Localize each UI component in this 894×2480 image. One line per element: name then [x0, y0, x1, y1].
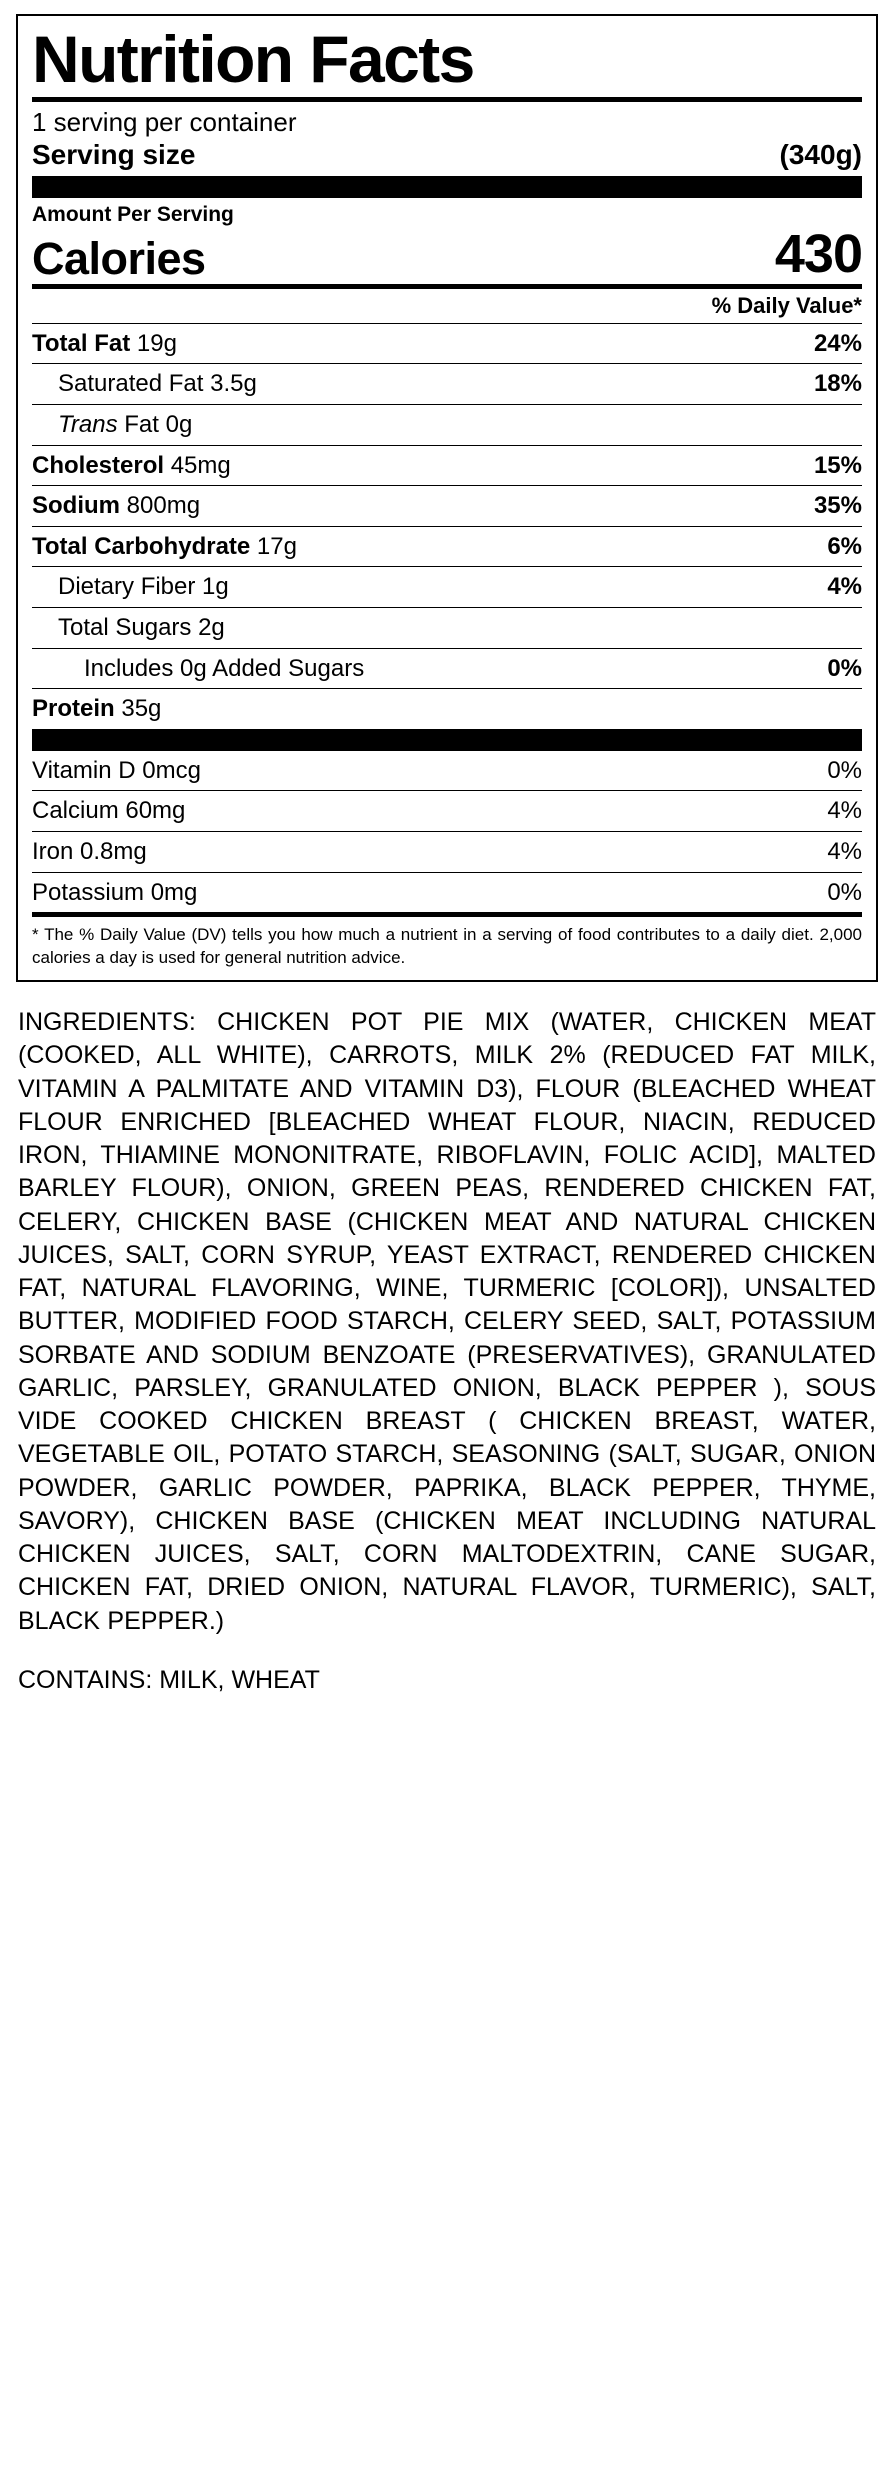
nutrient-pct: 4% — [827, 573, 862, 601]
nutrient-pct: 24% — [813, 329, 862, 357]
nutrient-name: Sodium — [32, 492, 120, 520]
nutrient-row-cholesterol — [32, 445, 862, 486]
nutrient-name: Total Sugars — [58, 613, 192, 641]
divider-vitamin-band — [32, 729, 862, 751]
nutrient-name: Total Fat — [32, 329, 131, 357]
page-title: Nutrition Facts — [32, 22, 474, 96]
nutrient-row-added-sugars — [32, 648, 862, 689]
nutrient-amount: 17g — [256, 532, 297, 560]
nutrient-name: Trans — [58, 411, 118, 438]
nutrient-name: Dietary Fiber — [58, 573, 196, 601]
vitamin-row-calcium — [32, 790, 862, 831]
nutrient-row-total-carbohydrate — [32, 526, 862, 567]
nutrient-amount: 1g — [202, 573, 229, 601]
vitamin-row-iron — [32, 831, 862, 872]
nutrient-pct: 15% — [813, 451, 862, 479]
vitamin-label: Potassium 0mg — [32, 878, 198, 906]
serving-size-row — [32, 139, 862, 176]
nutrition-facts-panel — [16, 14, 878, 982]
divider-thick-band — [32, 176, 862, 198]
vitamin-pct: 0% — [827, 878, 862, 906]
nutrient-row-protein — [32, 688, 862, 729]
nutrient-label-sodium — [32, 492, 814, 520]
serving-size-label: Serving size — [32, 138, 196, 170]
vitamin-row-potassium — [32, 872, 862, 913]
nutrient-name: Saturated Fat — [58, 370, 204, 398]
nutrient-pct: 35% — [813, 492, 862, 520]
nutrient-label-total-carbohydrate — [32, 533, 827, 561]
servings-per-container: 1 serving per container — [32, 107, 297, 138]
ingredients-text: INGREDIENTS: CHICKEN POT PIE MIX (WATER, CHICKEN MEAT (COOKED, ALL WHITE), CARROTS, MILK 2% (REDUCED FAT MILK, VITAMIN A PALMITATE AND VITAMIN D3), FLOUR (BLEACHED WHEAT FLOUR ENRICHED [BLEACHED WHEAT FLOUR, NIACIN, REDUCED IRON, THIAMINE MONONITRATE, RIBOFLAVIN, FOLIC ACID], MALTED BARLEY FLOUR), ONION, GREEN PEAS, RENDERED CHICKEN FAT, CELERY, CHICKEN BASE (CHICKEN MEAT AND NATURAL CHICKEN JUICES, SALT, CORN SYRUP, YEAST EXTRACT, RENDERED CHICKEN FAT, NATURAL FLAVORING, WINE, TURMERIC [COLOR]), UNSALTED BUTTER, MODIFIED FOOD STARCH, CELERY SEED, SALT, POTASSIUM SORBATE AND SODIUM BENZOATE (PRESERVATIVES), GRANULATED GARLIC, PARSLEY, GRANULATED ONION, BLACK PEPPER ), SOUS VIDE COOKED CHICKEN BREAST ( CHICKEN BREAST, WATER, VEGETABLE OIL, POTATO STARCH, SEASONING (SALT, SUGAR, ONION POWDER, GARLIC POWDER, PAPRIKA, BLACK PEPPER, THYME, SAVORY), CHICKEN BASE (CHICKEN MEAT INCLUDING NATURAL CHICKEN JUICES, SALT, CORN MALTODEXTRIN, CANE SUGAR, CHICKEN FAT, DRIED ONION, NATURAL FLAVOR, TURMERIC), SALT, BLACK PEPPER.) — [18, 1008, 876, 1635]
nutrient-label-saturated-fat — [32, 370, 814, 398]
daily-value-header: % Daily Value* — [711, 292, 862, 318]
nutrient-pct: 18% — [813, 370, 862, 398]
nutrient-amount: 3.5g — [210, 370, 257, 398]
nutrient-row-trans-fat — [32, 404, 862, 445]
nutrient-name: Cholesterol — [32, 451, 165, 479]
nutrient-row-total-sugars — [32, 607, 862, 648]
vitamin-pct: 0% — [827, 756, 862, 784]
vitamin-label: Iron 0.8mg — [32, 837, 147, 865]
nutrient-amount: 45mg — [170, 451, 231, 479]
nutrient-amount: 2g — [198, 613, 225, 641]
nutrient-row-dietary-fiber — [32, 566, 862, 607]
nutrient-label-dietary-fiber — [32, 573, 827, 601]
nutrient-amount: 800mg — [126, 492, 201, 520]
nutrient-pct: 6% — [827, 532, 862, 560]
nutrient-amount: 35g — [121, 695, 162, 723]
vitamin-label: Calcium 60mg — [32, 797, 186, 825]
vitamin-row-vitamin-d — [32, 751, 862, 791]
vitamin-pct: 4% — [827, 797, 862, 825]
nutrient-label-total-sugars — [32, 614, 862, 642]
nutrient-label-added-sugars: Includes 0g Added Sugars — [84, 654, 365, 682]
nutrient-name: Protein — [32, 695, 115, 723]
nutrient-label-protein — [32, 695, 862, 723]
vitamin-label: Vitamin D 0mcg — [32, 756, 201, 784]
nutrient-label-cholesterol — [32, 452, 814, 480]
daily-value-footnote: * The % Daily Value (DV) tells you how much a nutrient in a serving of food contributes to a daily diet. 2,000 calories a day is used for general nutrition advice. — [32, 912, 862, 970]
amount-per-serving-label: Amount Per Serving — [32, 202, 234, 226]
calories-value: 430 — [774, 223, 862, 284]
nutrient-row-saturated-fat — [32, 363, 862, 404]
nutrient-label-total-fat — [32, 330, 814, 358]
nutrient-row-sodium — [32, 485, 862, 526]
nutrient-amount: 19g — [136, 329, 177, 357]
calories-label: Calories — [32, 232, 206, 284]
nutrient-pct: 0% — [827, 654, 862, 682]
nutrient-row-total-fat — [32, 323, 862, 364]
calories-row — [32, 223, 862, 284]
nutrient-name: Total Carbohydrate — [32, 532, 251, 560]
vitamin-pct: 4% — [827, 837, 862, 865]
contains-allergens-text: CONTAINS: MILK, WHEAT — [18, 1665, 320, 1694]
nutrient-amount: Fat 0g — [124, 411, 193, 438]
nutrient-label-trans-fat — [32, 411, 862, 439]
serving-size-value: (340g) — [779, 138, 862, 170]
